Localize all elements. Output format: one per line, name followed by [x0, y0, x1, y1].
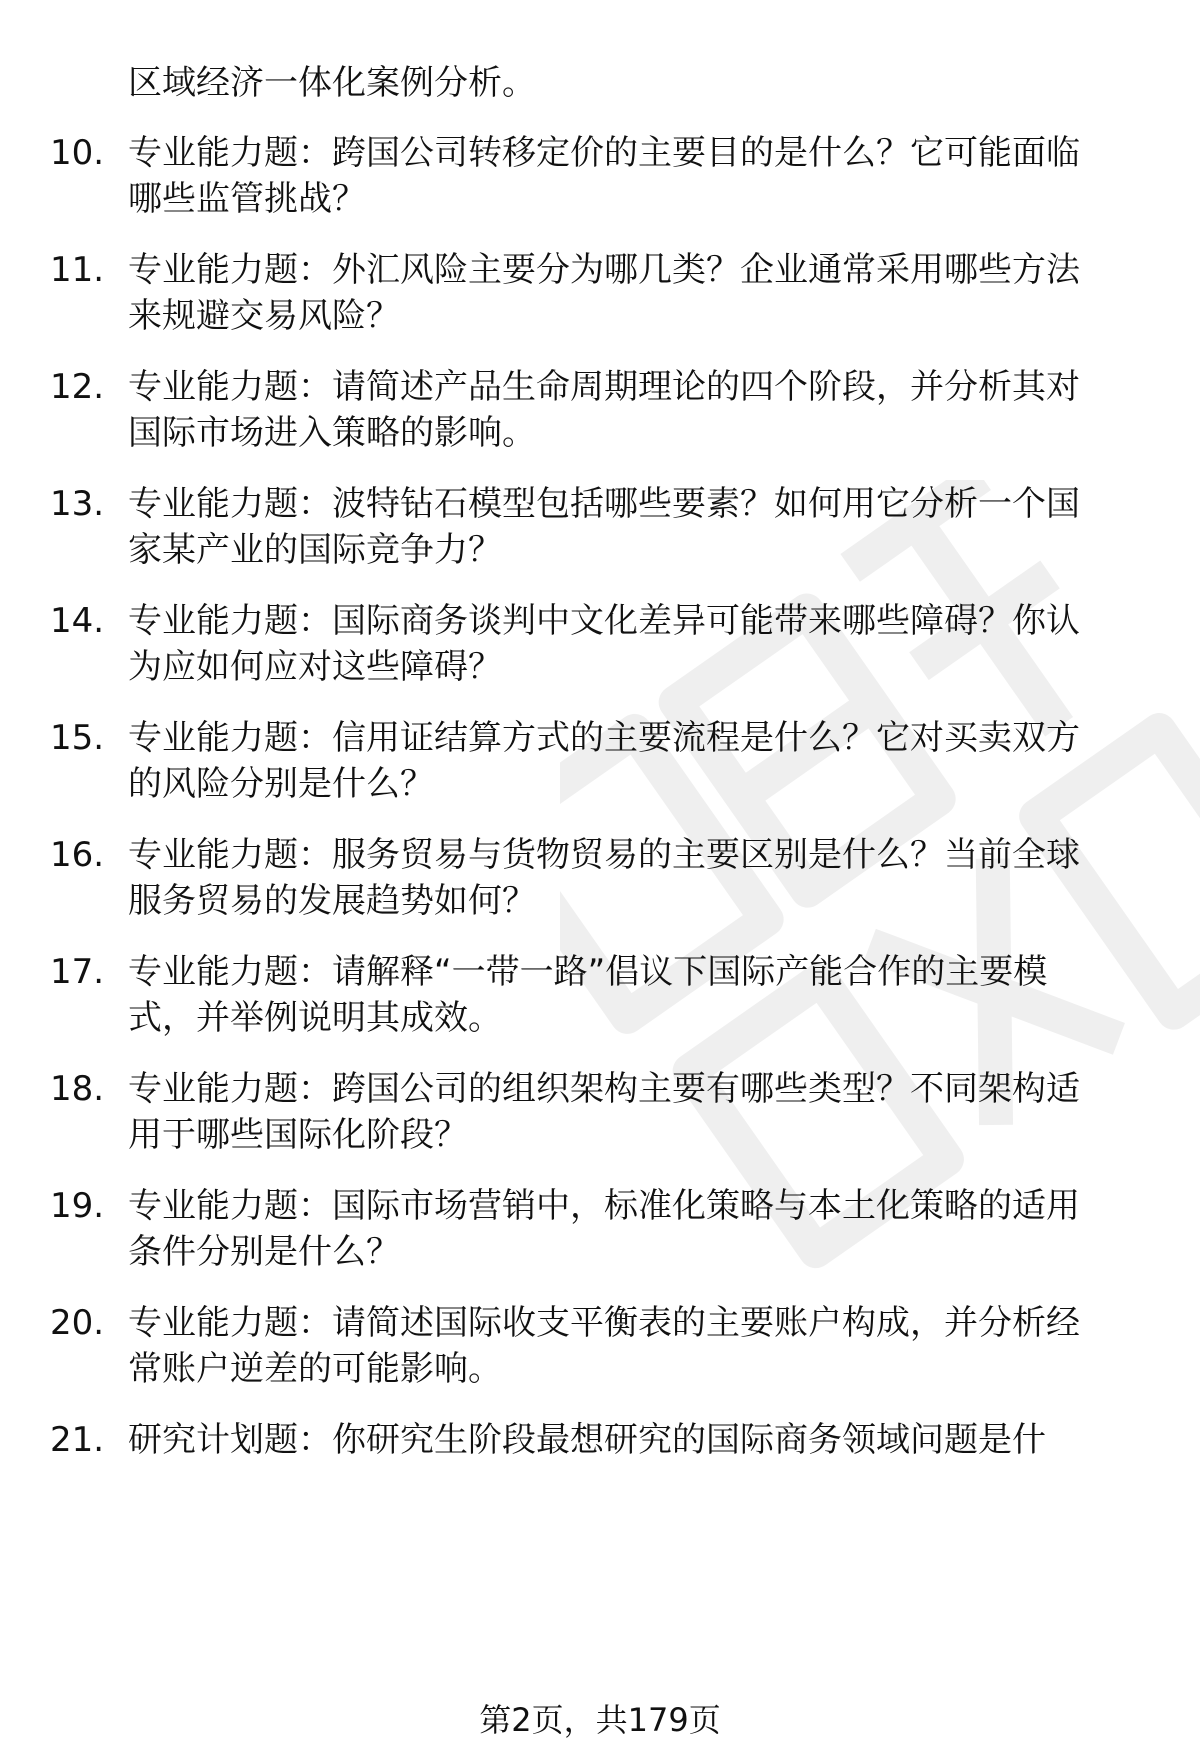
question-text-line: 为应如何应对这些障碍？	[128, 647, 502, 687]
question-text-line: 国际市场进入策略的影响。	[128, 413, 536, 453]
question-number: 20.	[50, 1303, 105, 1343]
question-text-line: 专业能力题：国际商务谈判中文化差异可能带来哪些障碍？你认	[128, 601, 1080, 641]
question-text	[128, 130, 1148, 222]
question-text	[128, 949, 1148, 1041]
question-text-line: 的风险分别是什么？	[128, 764, 434, 804]
question-text	[128, 1417, 1148, 1463]
question-text-line: 专业能力题：信用证结算方式的主要流程是什么？它对买卖双方	[128, 718, 1080, 758]
question-number: 13.	[50, 484, 105, 524]
question-number: 16.	[50, 835, 105, 875]
question-text-line: 来规避交易风险？	[128, 296, 400, 336]
question-text	[128, 1300, 1148, 1392]
question-text-line: 用于哪些国际化阶段？	[128, 1115, 468, 1155]
question-number: 12.	[50, 367, 105, 407]
question-text-line: 家某产业的国际竞争力？	[128, 530, 502, 570]
question-text-line: 研究计划题：你研究生阶段最想研究的国际商务领域问题是什	[128, 1420, 1046, 1460]
question-number: 14.	[50, 601, 105, 641]
question-text	[128, 1066, 1148, 1158]
question-text-line: 服务贸易的发展趋势如何？	[128, 881, 536, 921]
question-number: 21.	[50, 1420, 105, 1460]
question-text-line: 专业能力题：请简述国际收支平衡表的主要账户构成，并分析经	[128, 1303, 1080, 1343]
question-text	[128, 247, 1148, 339]
question-text-line: 专业能力题：国际市场营销中，标准化策略与本土化策略的适用	[128, 1186, 1080, 1226]
question-number: 17.	[50, 952, 105, 992]
question-text	[128, 1183, 1148, 1275]
continuation-text: 区域经济一体化案例分析。	[128, 63, 536, 103]
question-text	[128, 832, 1148, 924]
question-text	[128, 481, 1148, 573]
question-number: 19.	[50, 1186, 105, 1226]
question-text-line: 专业能力题：请解释“一带一路”倡议下国际产能合作的主要模	[128, 952, 1048, 992]
question-text-line: 哪些监管挑战？	[128, 179, 366, 219]
question-text	[128, 364, 1148, 456]
question-text-line: 专业能力题：服务贸易与货物贸易的主要区别是什么？当前全球	[128, 835, 1080, 875]
question-text-line: 专业能力题：跨国公司的组织架构主要有哪些类型？不同架构适	[128, 1069, 1080, 1109]
question-text-line: 式，并举例说明其成效。	[128, 998, 502, 1038]
question-text-line: 常账户逆差的可能影响。	[128, 1349, 502, 1389]
question-number: 11.	[50, 250, 105, 290]
question-number: 18.	[50, 1069, 105, 1109]
question-text-line: 专业能力题：请简述产品生命周期理论的四个阶段，并分析其对	[128, 367, 1080, 407]
question-text-line: 专业能力题：外汇风险主要分为哪几类？企业通常采用哪些方法	[128, 250, 1080, 290]
question-text-line: 专业能力题：波特钻石模型包括哪些要素？如何用它分析一个国	[128, 484, 1080, 524]
question-number: 10.	[50, 133, 105, 173]
question-text-line: 条件分别是什么？	[128, 1232, 400, 1272]
page-footer: 第2页，共179页	[479, 1701, 721, 1739]
question-text	[128, 598, 1148, 690]
question-text	[128, 715, 1148, 807]
question-number: 15.	[50, 718, 105, 758]
question-text-line: 专业能力题：跨国公司转移定价的主要目的是什么？它可能面临	[128, 133, 1080, 173]
